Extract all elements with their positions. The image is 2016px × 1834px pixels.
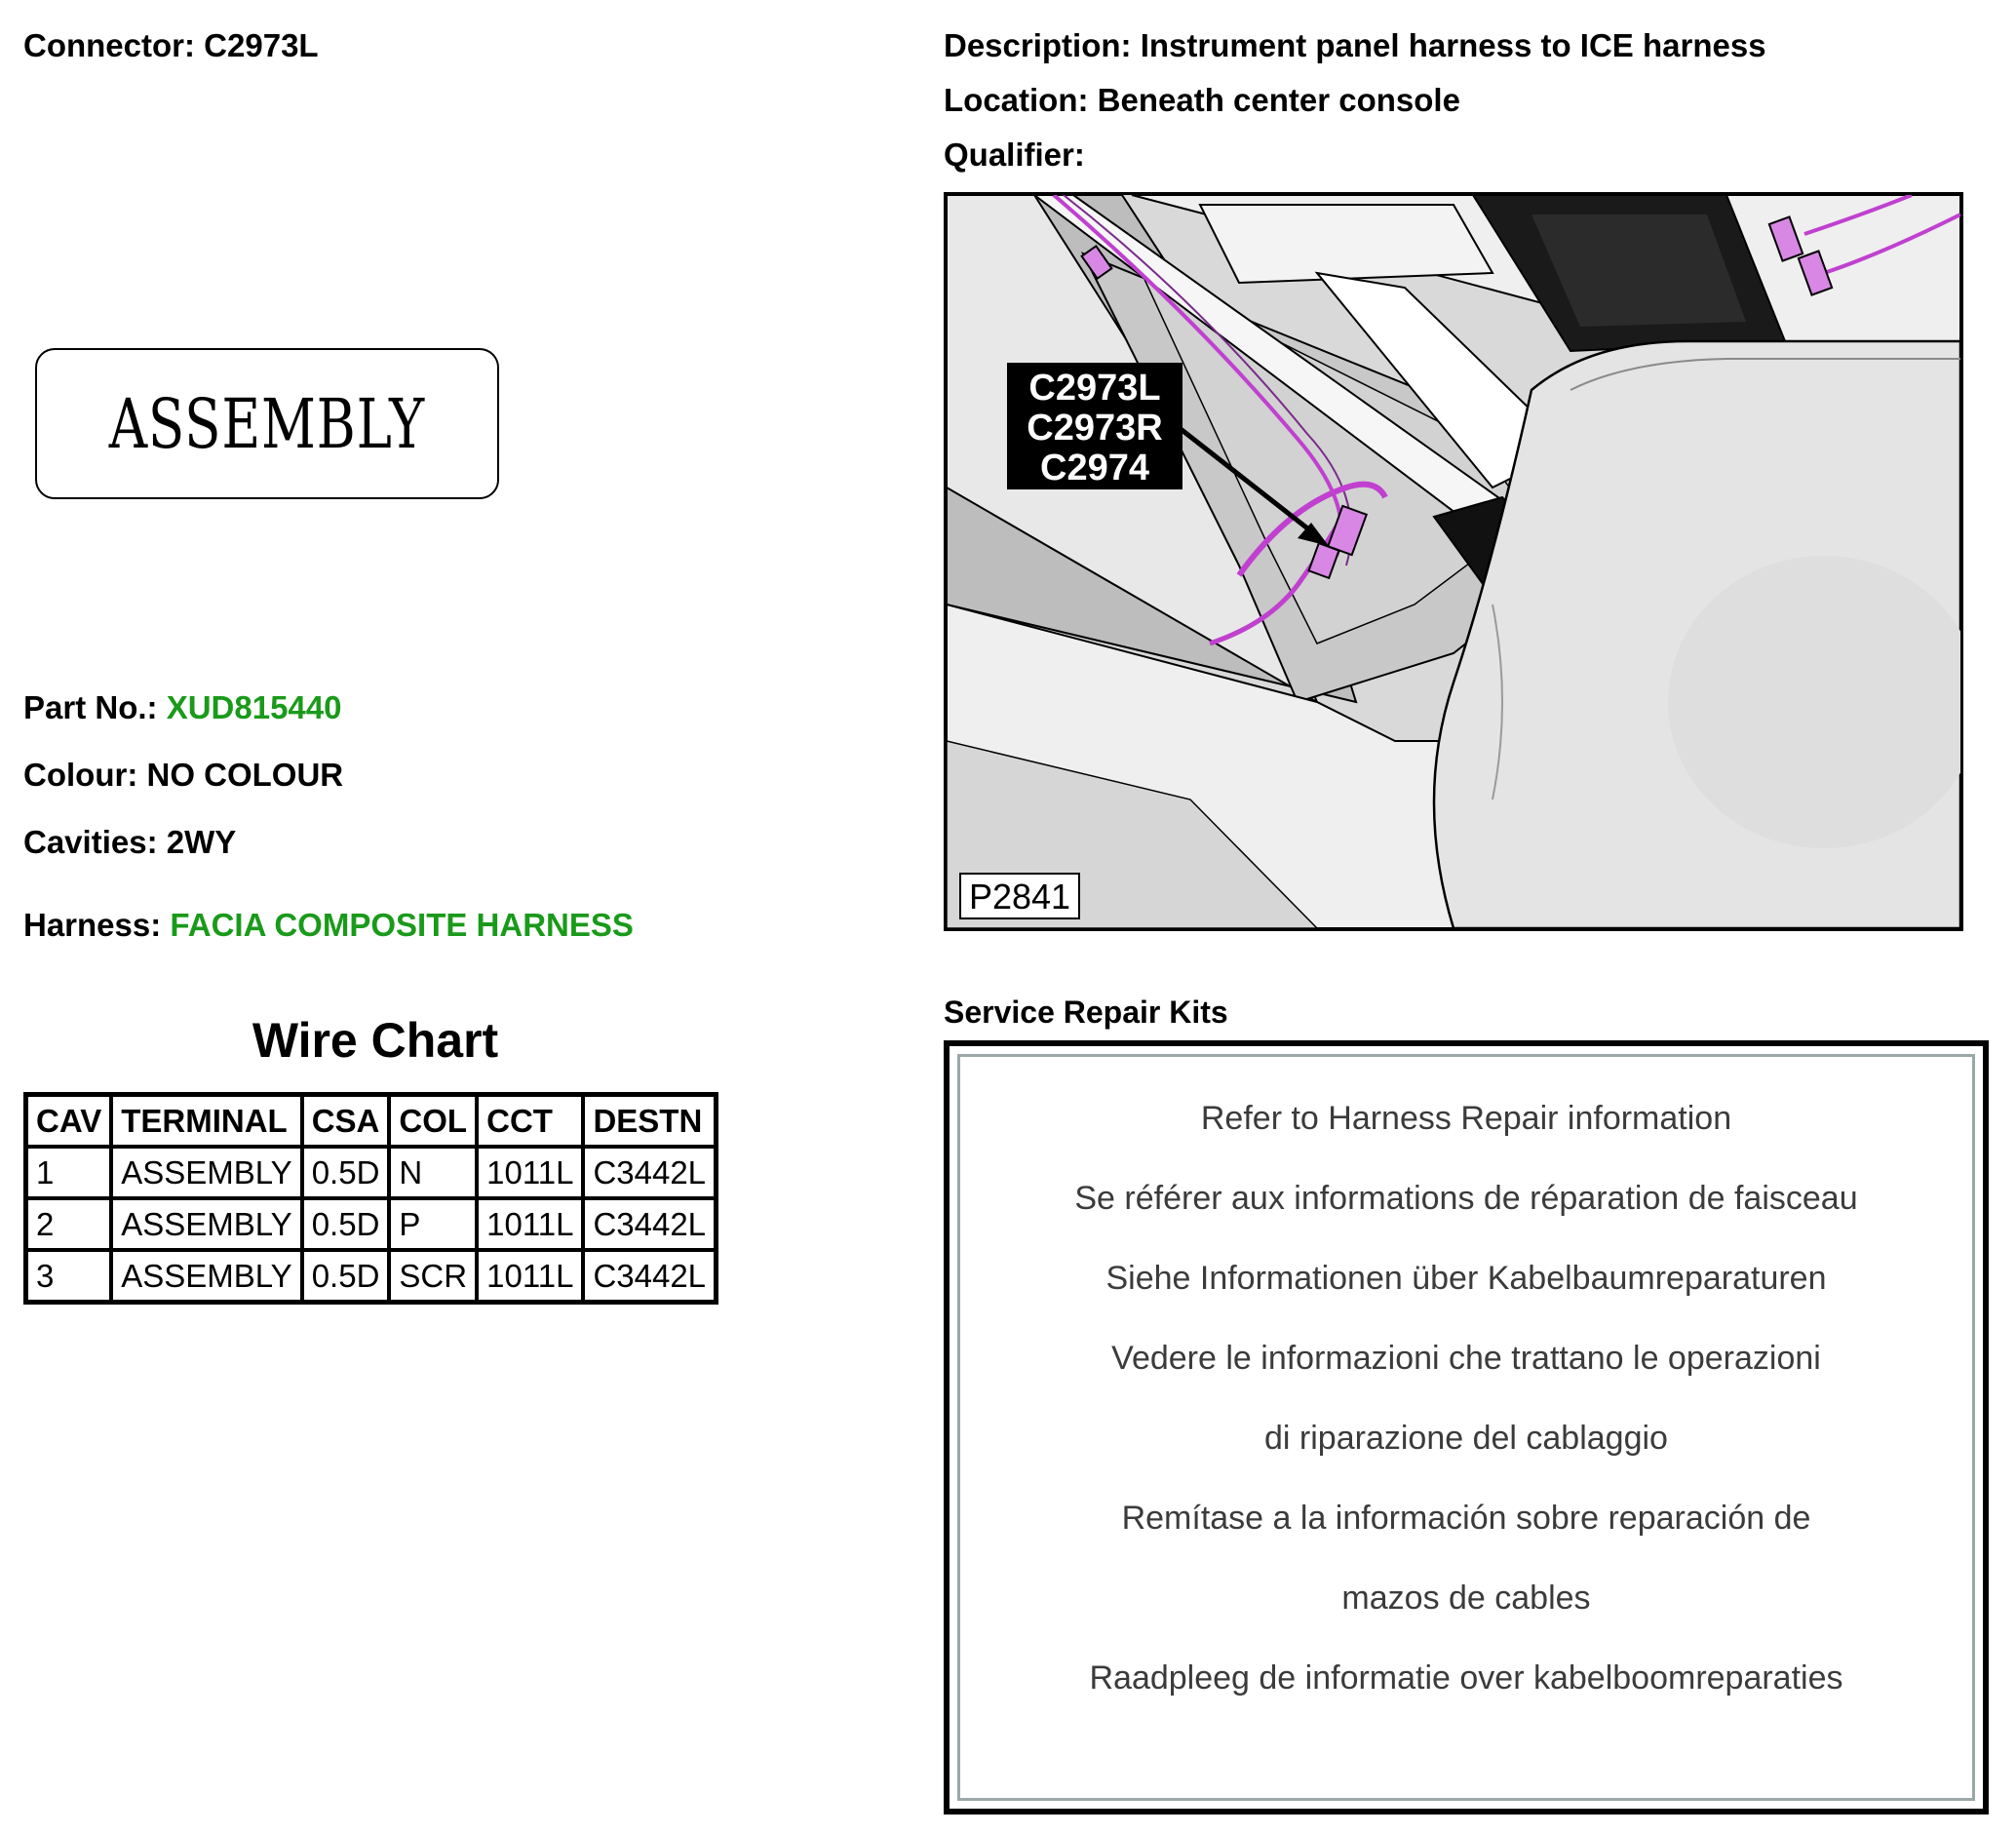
assembly-box bbox=[35, 348, 499, 499]
col-header-col: COL bbox=[389, 1095, 477, 1148]
cell-col: SCR bbox=[389, 1250, 477, 1303]
col-header-cct: CCT bbox=[477, 1095, 583, 1148]
harness-label: Harness: bbox=[23, 907, 162, 943]
callout-line-3: C2974 bbox=[1040, 448, 1149, 488]
connector-label: Connector: bbox=[23, 27, 195, 63]
col-header-destn: DESTN bbox=[583, 1095, 716, 1148]
description-label: Description: bbox=[944, 27, 1132, 63]
cell-col: P bbox=[389, 1198, 477, 1250]
wire-chart-title: Wire Chart bbox=[252, 1013, 499, 1068]
table-row bbox=[26, 1250, 717, 1303]
kit-line-de: Siehe Informationen über Kabelbaumreparaturen bbox=[1105, 1260, 1827, 1297]
location-value: Beneath center console bbox=[1097, 82, 1460, 118]
location-label: Location: bbox=[944, 82, 1089, 118]
connector-location-illustration bbox=[944, 192, 1963, 931]
service-kits-inner bbox=[957, 1054, 1975, 1801]
description-line bbox=[944, 27, 1766, 64]
cell-destn: C3442L bbox=[583, 1250, 716, 1303]
cell-cct: 1011L bbox=[477, 1147, 583, 1198]
colour-value: NO COLOUR bbox=[146, 757, 344, 793]
col-header-terminal: TERMINAL bbox=[111, 1095, 301, 1148]
col-header-cav: CAV bbox=[26, 1095, 112, 1148]
console-drawing bbox=[947, 195, 1960, 928]
cell-terminal: ASSEMBLY bbox=[111, 1250, 301, 1303]
cell-cav: 2 bbox=[26, 1198, 112, 1250]
kit-line-es-2: mazos de cables bbox=[1341, 1580, 1591, 1617]
harness-link[interactable]: FACIA COMPOSITE HARNESS bbox=[170, 907, 634, 943]
col-header-csa: CSA bbox=[302, 1095, 390, 1148]
connector-value: C2973L bbox=[204, 27, 319, 63]
cell-destn: C3442L bbox=[583, 1198, 716, 1250]
cell-cav: 3 bbox=[26, 1250, 112, 1303]
cavities-value: 2WY bbox=[166, 824, 237, 860]
cell-csa: 0.5D bbox=[302, 1198, 390, 1250]
kit-line-nl: Raadpleeg de informatie over kabelboomreparaties bbox=[1089, 1659, 1843, 1697]
wire-chart-table bbox=[23, 1092, 718, 1305]
kit-line-es-1: Remítase a la información sobre reparación de bbox=[1121, 1500, 1811, 1537]
service-kits-panel bbox=[944, 1040, 1989, 1814]
figure-id: P2841 bbox=[968, 877, 1071, 917]
kit-line-fr: Se référer aux informations de réparation de faisceau bbox=[1074, 1180, 1858, 1217]
table-row bbox=[26, 1147, 717, 1198]
part-number-line bbox=[23, 689, 341, 726]
colour-label: Colour: bbox=[23, 757, 138, 793]
callout-line-2: C2973R bbox=[1027, 408, 1163, 449]
harness-line bbox=[23, 907, 634, 944]
table-row bbox=[26, 1198, 717, 1250]
cell-csa: 0.5D bbox=[302, 1147, 390, 1198]
wire-chart-header-row bbox=[26, 1095, 717, 1148]
service-kits-title: Service Repair Kits bbox=[944, 995, 1228, 1030]
cavities-line bbox=[23, 824, 236, 861]
cell-csa: 0.5D bbox=[302, 1250, 390, 1303]
part-label: Part No.: bbox=[23, 689, 158, 725]
cell-cct: 1011L bbox=[477, 1198, 583, 1250]
description-value: Instrument panel harness to ICE harness bbox=[1140, 27, 1766, 63]
cell-col: N bbox=[389, 1147, 477, 1198]
cell-destn: C3442L bbox=[583, 1147, 716, 1198]
location-line bbox=[944, 82, 1460, 119]
connector-heading bbox=[23, 27, 319, 64]
kit-line-it-1: Vedere le informazioni che trattano le operazioni bbox=[1111, 1340, 1821, 1377]
qualifier-label: Qualifier: bbox=[944, 137, 1085, 173]
part-number-link[interactable]: XUD815440 bbox=[166, 689, 342, 725]
kit-line-it-2: di riparazione del cablaggio bbox=[1264, 1420, 1668, 1457]
cell-terminal: ASSEMBLY bbox=[111, 1198, 301, 1250]
colour-line bbox=[23, 757, 343, 794]
cell-cav: 1 bbox=[26, 1147, 112, 1198]
qualifier-line bbox=[944, 137, 1085, 174]
callout-line-1: C2973L bbox=[1028, 368, 1161, 409]
assembly-box-text: ASSEMBLY bbox=[108, 383, 426, 464]
cell-terminal: ASSEMBLY bbox=[111, 1147, 301, 1198]
cell-cct: 1011L bbox=[477, 1250, 583, 1303]
cavities-label: Cavities: bbox=[23, 824, 158, 860]
kit-line-en: Refer to Harness Repair information bbox=[1200, 1100, 1732, 1137]
